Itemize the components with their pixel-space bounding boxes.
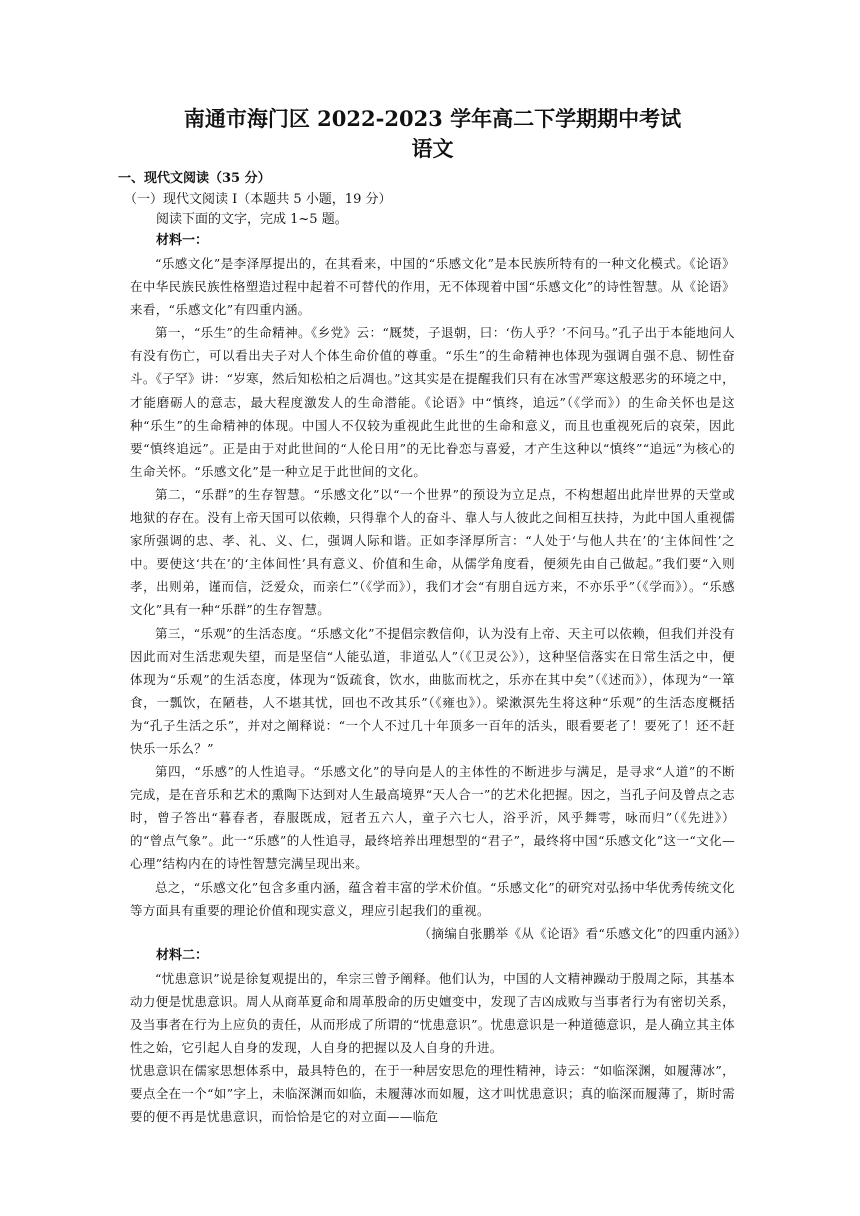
section-heading: 一、现代文阅读（35 分） bbox=[118, 171, 271, 186]
material-1-source: （摘编自张鹏举《从《论语》看“乐感文化”的四重内涵》） bbox=[418, 925, 747, 941]
material-2-label: 材料二： bbox=[156, 947, 209, 963]
document-title: 南通市海门区 2022-2023 学年高二下学期期中考试 bbox=[183, 106, 682, 131]
document-subject: 语文 bbox=[411, 136, 454, 161]
material-1-paragraph: “乐感文化”是李泽厚提出的，在其看来，中国的“乐感文化”是本民族所特有的一种文化模式。《论语》在中华民族民族性格塑造过程中起着不可替代的作用，无不体现着中国“乐感文化”的诗性智慧。从《论语》来看，“乐感文化”有四重内涵。 bbox=[130, 256, 735, 318]
material-2-paragraph: “忧患意识”说是徐复观提出的，牟宗三曾予阐释。他们认为，中国的人文精神躁动于殷周之际，其基本动力便是忧患意识。周人从商革夏命和周革殷命的历史嬗变中，发现了吉凶成败与当事者行为有密切关系，及当事者在行为上应负的责任，从而形成了所谓的“忧患意识”。忧患意识是一种道德意识，是人确立其主体性之始，它引起人自身的发现，人自身的把握以及人自身的升进。 bbox=[130, 970, 735, 1056]
material-1-label: 材料一： bbox=[156, 233, 209, 248]
material-1-paragraph: 第二，“乐群”的生存智慧。“乐感文化”以“一个世界”的预设为立足点，不构想超出此岸世界的天堂或地狱的存在。没有上帝天国可以依赖，只得靠个人的奋斗、靠人与人彼此之间相互扶持，为此中国人重视儒家所强调的忠、孝、礼、义、仁，强调人际和谐。正如李泽厚所言：“人处于‘与他人共在’的‘主体间性’之中。要使这‘共在’的‘主体间性’具有意义、价值和生命，从儒学角度看，便须先由自己做起。”我们要“入则孝，出则弟，谨而信，泛爱众，而亲仁”（《学而》），我们才会“有朋自远方来，不亦乐乎”（《学而》）。“乐感文化”具有一种“乐群”的生存智慧。 bbox=[130, 486, 735, 618]
material-1-paragraph: 第一，“乐生”的生命精神。《乡党》云：“厩焚，子退朝，曰：‘伤人乎？’不问马。”孔子出于本能地问人有没有伤亡，可以看出夫子对人个体生命价值的尊重。“乐生”的生命精神也体现为强调自强不息、韧性奋斗。《子罕》讲：“岁寒，然后知松柏之后凋也。”这其实是在提醒我们只有在冰雪严寒这般恶劣的环境之中，才能磨砺人的意志，最大程度激发人的生命潜能。《论语》中“慎终，追远”（《学而》）的生命关怀也是这种“乐生”的生命精神的体现。中国人不仅较为重视此生此世的生命和意义，而且也重视死后的哀荣，因此要“慎终追远”。正是由于对此世间的“人伦日用”的无比眷恋与喜爱，才产生这种以“慎终”“追远”为核心的生命关怀。“乐感文化”是一种立足于此世间的文化。 bbox=[130, 325, 735, 479]
material-1-paragraph: 第三，“乐观”的生活态度。“乐感文化”不提倡宗教信仰，认为没有上帝、天主可以依赖，但我们并没有因此而对生活悲观失望，而是坚信“人能弘道，非道弘人”（《卫灵公》），这种坚信落实在日常生活之中，便体现为“乐观”的生活态度，体现为“饭疏食，饮水，曲肱而枕之，乐亦在其中矣”（《述而》），体现为“一箪食，一瓢饮，在陋巷，人不堪其忧，回也不改其乐”（《雍也》）。梁漱溟先生将这种“乐观”的生活态度概括为“孔子生活之乐”，并对之阐释说：“一个人不过几十年顶多一百年的活头，眼看要老了！要死了！还不赶快乐一乐么？” bbox=[130, 625, 735, 756]
material-1-paragraph: 总之，“乐感文化”包含多重内涵，蕴含着丰富的学术价值。“乐感文化”的研究对弘扬中华优秀传统文化等方面具有重要的理论价值和现实意义，理应引起我们的重视。 bbox=[130, 879, 735, 918]
subsection-heading: （一）现代文阅读 I（本题共 5 小题，19 分） bbox=[124, 192, 392, 207]
material-1-paragraph: 第四，“乐感”的人性追寻。“乐感文化”的导向是人的主体性的不断进步与满足，是寻求“人道”的不断完成，是在音乐和艺术的熏陶下达到对人生最高境界“天人合一”的艺术化把握。因之，当孔子问及曾点之志时，曾子答出“暮春者，春服既成，冠者五六人，童子六七人，浴乎沂，风乎舞雩，咏而归”（《先进》）的“曾点气象”。此一“乐感”的人性追寻，最终培养出理想型的“君子”，最终将中国“乐感文化”这一“文化—心理”结构内在的诗性智慧完满呈现出来。 bbox=[130, 764, 735, 872]
document-page bbox=[118, 104, 747, 1128]
reading-instruction: 阅读下面的文字，完成 1~5 题。 bbox=[156, 212, 348, 227]
material-2-paragraph-noindent: 忧患意识在儒家思想体系中，最具特色的，在于一种居安思危的理性精神，诗云：“如临深渊，如履薄冰”，要点全在一个“如”字上，未临深渊而如临，未履薄冰而如履，这才叫忧患意识；真的临深而履薄了，斯时需要的便不再是忧患意识，而恰恰是它的对立面——临危 bbox=[130, 1063, 735, 1125]
